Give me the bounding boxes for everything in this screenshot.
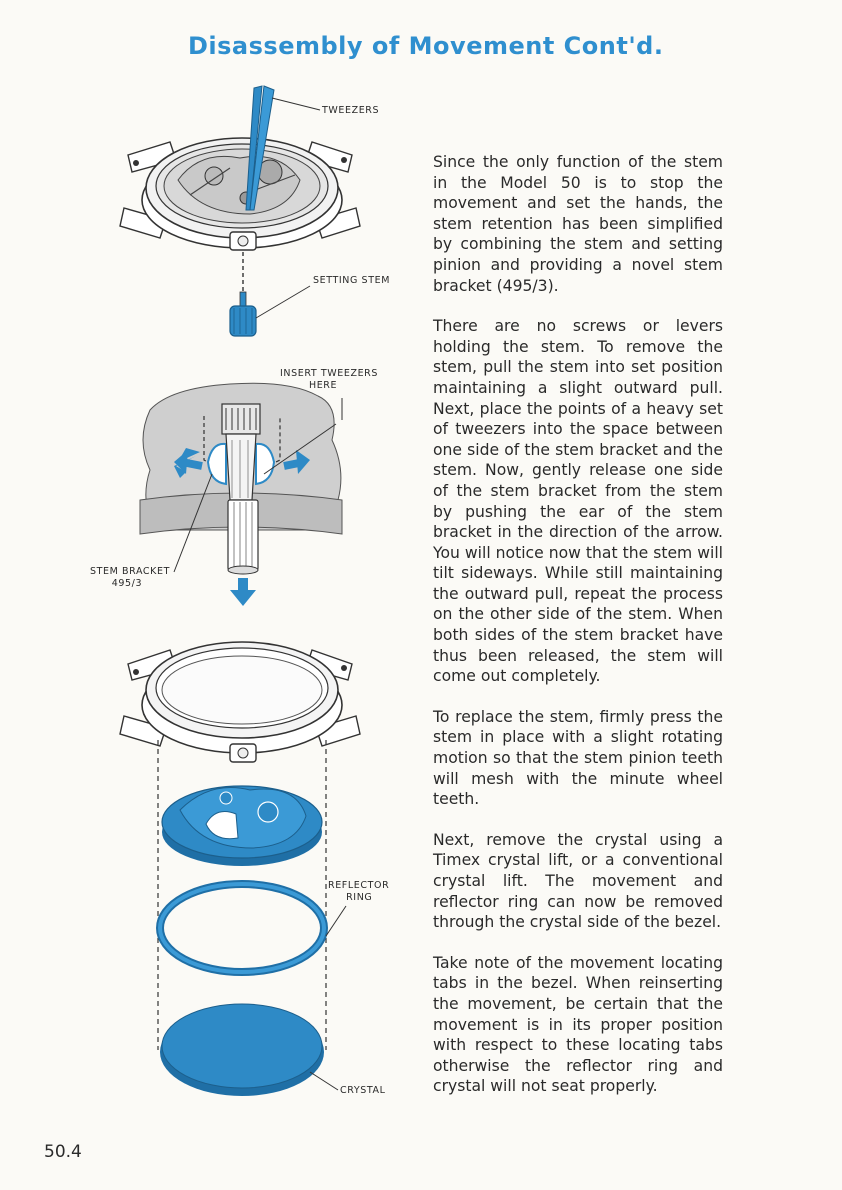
instruction-text (433, 152, 723, 1117)
watch-case-top-view (120, 138, 360, 250)
paragraph: Since the only function of the stem in the Model 50 is to stop the movement and set the hands, the stem retention has been simplified by combining the stem and setting pinion and providing a novel stem bracket (495/3). (433, 153, 723, 295)
label-setting-stem: SETTING STEM (313, 275, 390, 286)
label-tweezers: TWEEZERS (322, 105, 380, 116)
label-insert-tweezers: INSERT TWEEZERS HERE (280, 368, 379, 391)
page-title: Disassembly of Movement Cont'd. (188, 32, 664, 60)
paragraph: Take note of the movement locating tabs in the bezel. When reinserting the movement, be certain that the movement is in its proper position with respect to these locating tabs otherwise the reflector ring and crystal will not seat properly. (433, 953, 723, 1096)
paragraph: To replace the stem, firmly press the stem in place with a slight rotating motion so that the stem pinion teeth will mesh with the minute wheel teeth. (433, 707, 723, 809)
page-number: 50.4 (44, 1142, 82, 1162)
exploded-case-view (120, 642, 360, 1096)
label-stem-bracket: STEM BRACKET 495/3 (90, 566, 170, 589)
paragraph: There are no screws or levers holding the stem. To remove the stem, pull the stem into set position maintaining a slight outward pull. Next, place the points of a heavy set of tweezers into the space between one side of the stem bracket and the stem. Now, gently release one side of the stem bracket from the stem by pushing the ear of the stem bracket in the direction of the arrow. You will notice now that the stem will tilt sideways. While still maintaining the outward pull, repeat the process on the other side of the stem. When both sides of the stem bracket have thus been released, the stem will come out completely. (433, 317, 723, 686)
paragraph: Next, remove the crystal using a Timex crystal lift, or a conventional crystal lift. The movement and reflector ring can now be removed through the crystal side of the bezel. (433, 830, 723, 932)
setting-stem-drawing (230, 252, 310, 336)
stem-bracket-closeup (140, 383, 342, 606)
label-crystal: CRYSTAL (340, 1085, 386, 1096)
label-reflector-ring: REFLECTOR RING (328, 880, 390, 903)
